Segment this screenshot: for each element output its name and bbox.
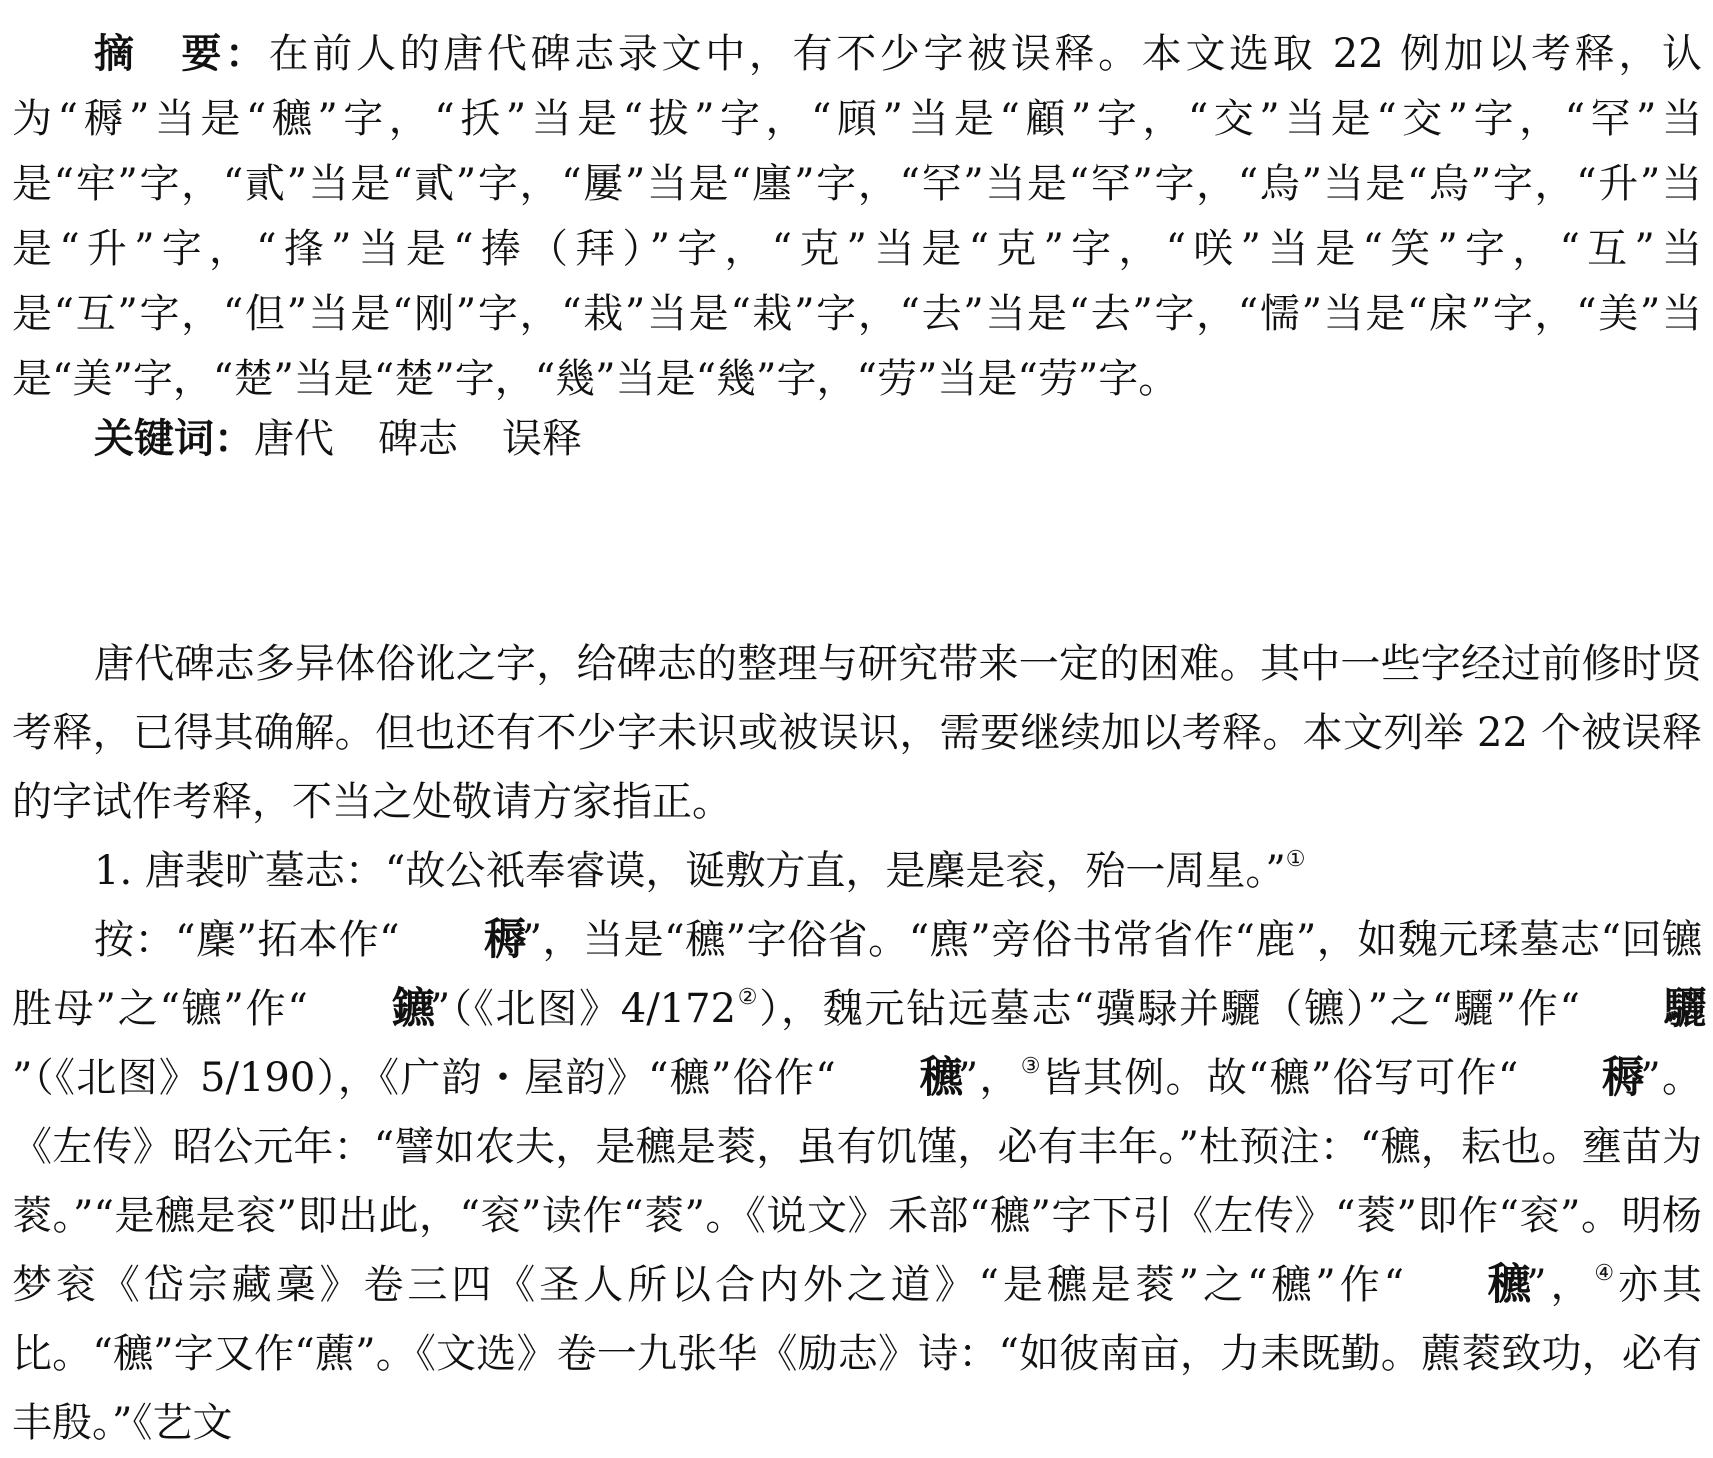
example-1-text: 1. 唐裴旷墓志：“故公衹奉睿谟，诞敷方直，是麇是衮，殆一周星。” [94,848,1286,894]
keyword-3: 误释 [502,416,582,462]
analysis-text-b: ”，当是“穮”字俗省。“麃”旁俗书常省作“鹿”，如魏元瑈墓志“回镳胜母”之“镳”作“ [12,917,1702,1032]
analysis-text-f: ”， [957,1055,1021,1101]
rubbing-glyph-4: 穮 [919,1053,963,1103]
abstract-label: 摘 要： [94,31,269,77]
keyword-2: 碑志 [378,416,458,462]
footnote-ref-4[interactable]: ④ [1594,1261,1619,1286]
keyword-1: 唐代 [254,416,334,462]
analysis-text-a: 按：“麇”拓本作“ [94,917,400,963]
rubbing-glyph-5: 䅶 [1601,1053,1646,1103]
analysis-text-i: ”， [1526,1262,1595,1308]
abstract [12,22,1702,412]
analysis-text-h: ”。《左传》昭公元年：“譬如农夫，是穮是蓘，虽有饥馑，必有丰年。”杜预注：“穮，耘也。壅苗为蓘。”“是穮是衮”即出此，“衮”读作“蓘”。《说文》禾部“穮”字下引《左传》“蓘”即作“衮”。明杨梦衮《岱宗藏稾》卷三四《圣人所以合内外之道》“是穮是蓘”之“穮”作“ [12,1055,1702,1308]
rubbing-glyph-6: 穮 [1487,1260,1531,1310]
intro-text: 唐代碑志多异体俗讹之字，给碑志的整理与研究带来一定的困难。其中一些字经过前修时贤考释，已得其确解。但也还有不少字未识或被误识，需要继续加以考释。本文列举 22 个被误释的字试作考释，不当之处敬请方家指正。 [12,641,1702,825]
keywords [12,407,1702,472]
analysis-text-e: ”（《北图》5/190），《广韵・屋韵》“穮”俗作“ [12,1055,836,1101]
analysis-text-j: 亦其比。“穮”字又作“藨”。《文选》卷一九张华《励志》诗：“如彼南亩，力耒既勤。藨蓘致功，必有丰殷。”《艺文 [12,1262,1703,1446]
keywords-label: 关键词： [94,416,254,462]
intro-paragraph [12,630,1702,837]
example-1-paragraph [12,837,1702,906]
analysis-text-d: ），魏元钻远墓志“骥騄并驪（镳）”之“驪”作“ [759,986,1581,1032]
rubbing-glyph-2: 鑣 [391,984,435,1034]
rubbing-glyph-3: 驪 [1663,984,1707,1034]
footnote-ref-2[interactable]: ② [736,985,760,1010]
analysis-text-c: ”（《北图》4/172 [429,986,737,1032]
rubbing-glyph-1: 䅶 [483,915,527,965]
article-body [12,630,1707,1458]
analysis-paragraph [12,906,1707,1458]
abstract-text: 在前人的唐代碑志录文中，有不少字被误释。本文选取 22 例加以考释，认为“䅶”当是“穮”字，“扷”当是“拔”字，“頋”当是“顧”字，“交”当是“交”字，“罕”当是“牢”字，“貳”当是“貳”字，“屢”当是“廛”字，“罕”当是“罕”字，“烏”当是“烏”字，“升”当是“升”字，“捀”当是“捧（拜）”字，“克”当是“克”字，“咲”当是“笑”字，“互”当是“互”字，“但”当是“刚”字，“栽”当是“栽”字，“去”当是“去”字，“懦”当是“㦿”字，“美”当是“美”字，“楚”当是“楚”字，“幾”当是“幾”字，“劳”当是“劳”字。 [12,31,1703,402]
analysis-text-g: 皆其例。故“穮”俗写可作“ [1041,1055,1519,1101]
footnote-ref-3[interactable]: ③ [1020,1054,1042,1079]
footnote-ref-1[interactable]: ① [1285,847,1306,872]
